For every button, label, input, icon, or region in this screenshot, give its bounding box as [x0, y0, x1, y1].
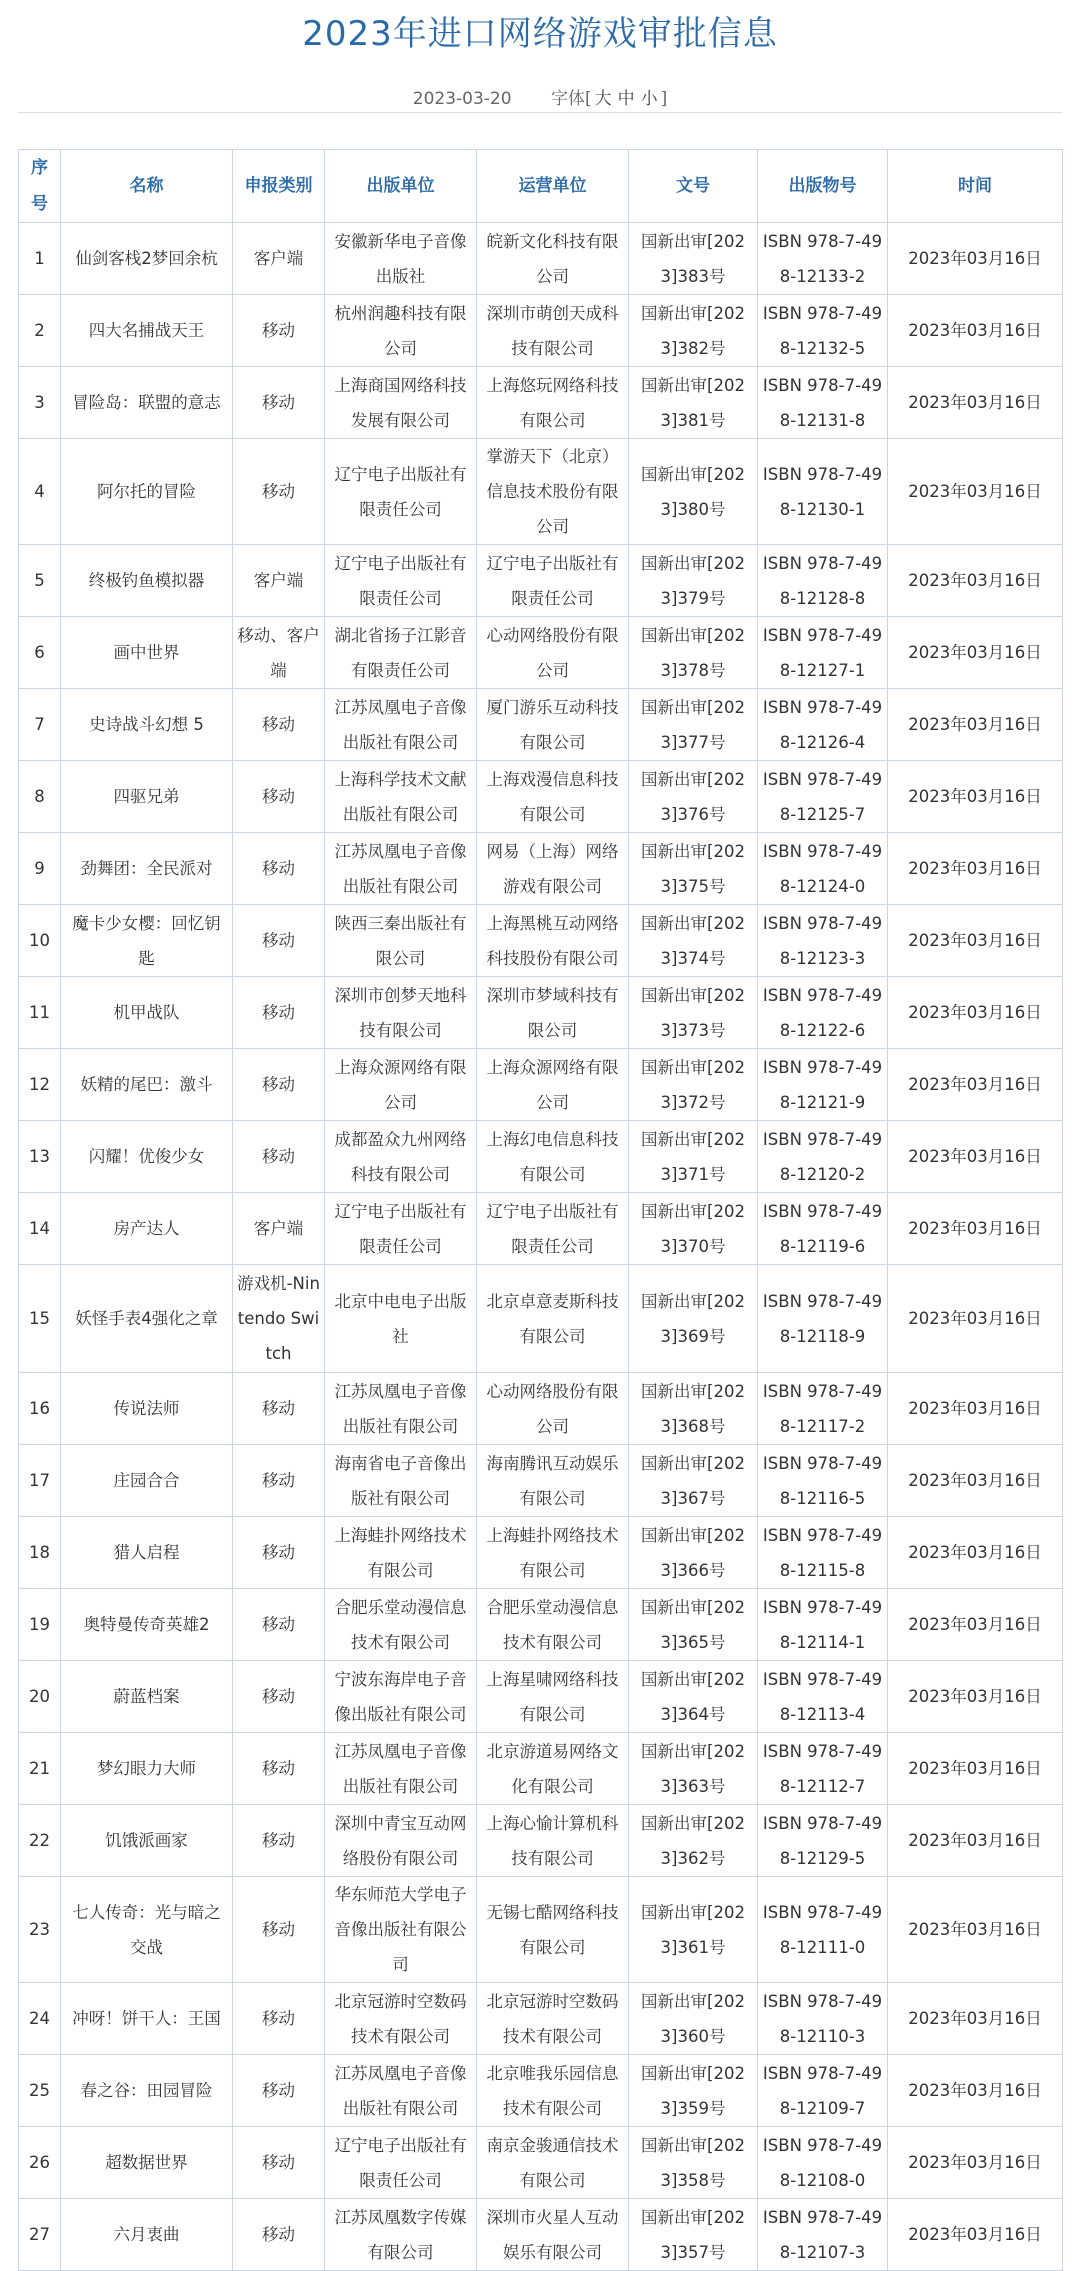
cell-publisher: 江苏凤凰电子音像出版社有限公司 [325, 2055, 477, 2127]
cell-publisher: 辽宁电子出版社有限责任公司 [325, 545, 477, 617]
table-row [19, 1445, 1063, 1517]
cell-approval-number: 国新出审[2023]372号 [629, 1049, 758, 1121]
cell-category: 移动 [233, 1661, 325, 1733]
cell-approval-number: 国新出审[2023]371号 [629, 1121, 758, 1193]
cell-operator: 皖新文化科技有限公司 [477, 223, 629, 295]
cell-date: 2023年03月16日 [888, 1517, 1063, 1589]
cell-index: 2 [19, 295, 61, 367]
font-size-large-button[interactable]: 大 [594, 89, 612, 109]
cell-operator: 网易（上海）网络游戏有限公司 [477, 833, 629, 905]
cell-publisher: 江苏凤凰电子音像出版社有限公司 [325, 833, 477, 905]
cell-publisher: 江苏凤凰电子音像出版社有限公司 [325, 1373, 477, 1445]
cell-publisher: 上海商国网络科技发展有限公司 [325, 367, 477, 439]
cell-index: 5 [19, 545, 61, 617]
cell-category: 移动 [233, 1589, 325, 1661]
cell-category: 移动 [233, 1983, 325, 2055]
cell-name: 史诗战斗幻想 5 [61, 689, 233, 761]
cell-name: 六月衷曲 [61, 2199, 233, 2271]
cell-publisher: 华东师范大学电子音像出版社有限公司 [325, 1877, 477, 1983]
cell-category: 移动 [233, 295, 325, 367]
cell-publisher: 北京冠游时空数码技术有限公司 [325, 1983, 477, 2055]
cell-publisher: 上海科学技术文献出版社有限公司 [325, 761, 477, 833]
cell-operator: 深圳市梦域科技有限公司 [477, 977, 629, 1049]
cell-approval-number: 国新出审[2023]373号 [629, 977, 758, 1049]
cell-publisher: 江苏凤凰电子音像出版社有限公司 [325, 689, 477, 761]
cell-isbn: ISBN 978-7-498-12118-9 [758, 1265, 888, 1373]
cell-isbn: ISBN 978-7-498-12127-1 [758, 617, 888, 689]
cell-publisher: 海南省电子音像出版社有限公司 [325, 1445, 477, 1517]
cell-isbn: ISBN 978-7-498-12107-3 [758, 2199, 888, 2271]
cell-date: 2023年03月16日 [888, 1661, 1063, 1733]
cell-operator: 上海蛙扑网络技术有限公司 [477, 1517, 629, 1589]
cell-approval-number: 国新出审[2023]362号 [629, 1805, 758, 1877]
cell-approval-number: 国新出审[2023]359号 [629, 2055, 758, 2127]
table-row [19, 2199, 1063, 2271]
cell-name: 传说法师 [61, 1373, 233, 1445]
cell-publisher: 宁波东海岸电子音像出版社有限公司 [325, 1661, 477, 1733]
article-meta [0, 84, 1080, 109]
cell-index: 4 [19, 439, 61, 545]
cell-approval-number: 国新出审[2023]378号 [629, 617, 758, 689]
table-body [19, 223, 1063, 2271]
cell-category: 移动 [233, 367, 325, 439]
cell-isbn: ISBN 978-7-498-12112-7 [758, 1733, 888, 1805]
cell-category: 移动 [233, 1805, 325, 1877]
font-size-bracket-open: [ [584, 89, 592, 109]
header-divider [18, 112, 1062, 113]
cell-isbn: ISBN 978-7-498-12110-3 [758, 1983, 888, 2055]
table-header-row [19, 150, 1063, 223]
cell-index: 14 [19, 1193, 61, 1265]
cell-name: 超数据世界 [61, 2127, 233, 2199]
cell-operator: 掌游天下（北京）信息技术股份有限公司 [477, 439, 629, 545]
cell-isbn: ISBN 978-7-498-12124-0 [758, 833, 888, 905]
cell-publisher: 江苏凤凰电子音像出版社有限公司 [325, 1733, 477, 1805]
cell-publisher: 辽宁电子出版社有限责任公司 [325, 439, 477, 545]
cell-isbn: ISBN 978-7-498-12108-0 [758, 2127, 888, 2199]
cell-name: 猎人启程 [61, 1517, 233, 1589]
cell-approval-number: 国新出审[2023]377号 [629, 689, 758, 761]
cell-date: 2023年03月16日 [888, 223, 1063, 295]
cell-category: 移动 [233, 905, 325, 977]
table-row [19, 2055, 1063, 2127]
cell-operator: 上海悠玩网络科技有限公司 [477, 367, 629, 439]
cell-isbn: ISBN 978-7-498-12131-8 [758, 367, 888, 439]
cell-approval-number: 国新出审[2023]365号 [629, 1589, 758, 1661]
header-isbn: 出版物号 [758, 150, 888, 223]
cell-index: 26 [19, 2127, 61, 2199]
header-index: 序号 [19, 150, 61, 223]
cell-index: 8 [19, 761, 61, 833]
cell-operator: 南京金骏通信技术有限公司 [477, 2127, 629, 2199]
table-row [19, 833, 1063, 905]
cell-publisher: 深圳市创梦天地科技有限公司 [325, 977, 477, 1049]
cell-index: 6 [19, 617, 61, 689]
cell-index: 23 [19, 1877, 61, 1983]
table-row [19, 223, 1063, 295]
table-row [19, 1983, 1063, 2055]
cell-approval-number: 国新出审[2023]366号 [629, 1517, 758, 1589]
cell-operator: 上海星啸网络科技有限公司 [477, 1661, 629, 1733]
table-row [19, 1049, 1063, 1121]
cell-index: 7 [19, 689, 61, 761]
cell-operator: 厦门游乐互动科技有限公司 [477, 689, 629, 761]
cell-name: 闪耀！优俊少女 [61, 1121, 233, 1193]
cell-name: 冲呀！饼干人：王国 [61, 1983, 233, 2055]
cell-category: 移动 [233, 1373, 325, 1445]
cell-date: 2023年03月16日 [888, 1193, 1063, 1265]
cell-operator: 北京唯我乐园信息技术有限公司 [477, 2055, 629, 2127]
cell-publisher: 湖北省扬子江影音有限责任公司 [325, 617, 477, 689]
table-row [19, 1121, 1063, 1193]
table-row [19, 1265, 1063, 1373]
table-row [19, 367, 1063, 439]
cell-approval-number: 国新出审[2023]379号 [629, 545, 758, 617]
cell-index: 11 [19, 977, 61, 1049]
cell-isbn: ISBN 978-7-498-12111-0 [758, 1877, 888, 1983]
cell-name: 仙剑客栈2梦回余杭 [61, 223, 233, 295]
cell-name: 四大名捕战天王 [61, 295, 233, 367]
cell-publisher: 辽宁电子出版社有限责任公司 [325, 1193, 477, 1265]
cell-index: 15 [19, 1265, 61, 1373]
page-title: 2023年进口网络游戏审批信息 [302, 14, 778, 54]
cell-date: 2023年03月16日 [888, 1445, 1063, 1517]
table-row [19, 977, 1063, 1049]
cell-isbn: ISBN 978-7-498-12117-2 [758, 1373, 888, 1445]
cell-index: 27 [19, 2199, 61, 2271]
cell-date: 2023年03月16日 [888, 977, 1063, 1049]
cell-isbn: ISBN 978-7-498-12126-4 [758, 689, 888, 761]
cell-date: 2023年03月16日 [888, 1983, 1063, 2055]
font-size-label: 字体 [550, 89, 585, 109]
cell-publisher: 上海蛙扑网络技术有限公司 [325, 1517, 477, 1589]
cell-category: 客户端 [233, 1193, 325, 1265]
cell-approval-number: 国新出审[2023]367号 [629, 1445, 758, 1517]
cell-approval-number: 国新出审[2023]383号 [629, 223, 758, 295]
cell-name: 机甲战队 [61, 977, 233, 1049]
table-row [19, 1517, 1063, 1589]
cell-operator: 上海众源网络有限公司 [477, 1049, 629, 1121]
cell-category: 移动 [233, 1733, 325, 1805]
cell-name: 奥特曼传奇英雄2 [61, 1589, 233, 1661]
table-row [19, 1193, 1063, 1265]
cell-approval-number: 国新出审[2023]369号 [629, 1265, 758, 1373]
cell-name: 终极钓鱼模拟器 [61, 545, 233, 617]
cell-index: 24 [19, 1983, 61, 2055]
cell-date: 2023年03月16日 [888, 761, 1063, 833]
cell-operator: 无锡七酷网络科技有限公司 [477, 1877, 629, 1983]
cell-category: 移动 [233, 1121, 325, 1193]
cell-isbn: ISBN 978-7-498-12129-5 [758, 1805, 888, 1877]
header-approval-number: 文号 [629, 150, 758, 223]
cell-category: 移动 [233, 1445, 325, 1517]
cell-category: 移动 [233, 1877, 325, 1983]
cell-operator: 北京卓意麦斯科技有限公司 [477, 1265, 629, 1373]
cell-date: 2023年03月16日 [888, 2055, 1063, 2127]
cell-name: 庄园合合 [61, 1445, 233, 1517]
cell-date: 2023年03月16日 [888, 545, 1063, 617]
cell-approval-number: 国新出审[2023]374号 [629, 905, 758, 977]
cell-category: 客户端 [233, 223, 325, 295]
cell-date: 2023年03月16日 [888, 1373, 1063, 1445]
cell-category: 移动 [233, 689, 325, 761]
cell-category: 移动 [233, 2055, 325, 2127]
font-size-bracket-close: ] [660, 89, 668, 109]
cell-operator: 心动网络股份有限公司 [477, 617, 629, 689]
cell-category: 移动 [233, 833, 325, 905]
cell-category: 移动 [233, 977, 325, 1049]
cell-publisher: 杭州润趣科技有限公司 [325, 295, 477, 367]
cell-name: 妖精的尾巴：激斗 [61, 1049, 233, 1121]
cell-category: 移动 [233, 1049, 325, 1121]
cell-approval-number: 国新出审[2023]357号 [629, 2199, 758, 2271]
cell-isbn: ISBN 978-7-498-12128-8 [758, 545, 888, 617]
cell-operator: 上海戏漫信息科技有限公司 [477, 761, 629, 833]
table-row [19, 1661, 1063, 1733]
table-row [19, 1877, 1063, 1983]
cell-name: 蔚蓝档案 [61, 1661, 233, 1733]
cell-name: 梦幻眼力大师 [61, 1733, 233, 1805]
cell-approval-number: 国新出审[2023]358号 [629, 2127, 758, 2199]
cell-isbn: ISBN 978-7-498-12114-1 [758, 1589, 888, 1661]
cell-isbn: ISBN 978-7-498-12121-9 [758, 1049, 888, 1121]
cell-name: 饥饿派画家 [61, 1805, 233, 1877]
table-row [19, 617, 1063, 689]
header-category: 申报类别 [233, 150, 325, 223]
cell-isbn: ISBN 978-7-498-12109-7 [758, 2055, 888, 2127]
approval-table [18, 149, 1063, 2271]
cell-index: 21 [19, 1733, 61, 1805]
cell-date: 2023年03月16日 [888, 367, 1063, 439]
cell-date: 2023年03月16日 [888, 1121, 1063, 1193]
cell-name: 七人传奇：光与暗之交战 [61, 1877, 233, 1983]
cell-operator: 深圳市火星人互动娱乐有限公司 [477, 2199, 629, 2271]
cell-isbn: ISBN 978-7-498-12120-2 [758, 1121, 888, 1193]
cell-category: 移动、客户端 [233, 617, 325, 689]
cell-index: 3 [19, 367, 61, 439]
cell-index: 18 [19, 1517, 61, 1589]
cell-category: 游戏机-Nintendo Switch [233, 1265, 325, 1373]
cell-operator: 辽宁电子出版社有限责任公司 [477, 545, 629, 617]
header-operator: 运营单位 [477, 150, 629, 223]
cell-date: 2023年03月16日 [888, 295, 1063, 367]
table-row [19, 905, 1063, 977]
cell-publisher: 陕西三秦出版社有限公司 [325, 905, 477, 977]
publish-date: 2023-03-20 [412, 89, 512, 109]
cell-date: 2023年03月16日 [888, 1805, 1063, 1877]
cell-name: 冒险岛：联盟的意志 [61, 367, 233, 439]
cell-isbn: ISBN 978-7-498-12116-5 [758, 1445, 888, 1517]
cell-index: 17 [19, 1445, 61, 1517]
cell-operator: 心动网络股份有限公司 [477, 1373, 629, 1445]
cell-name: 劲舞团：全民派对 [61, 833, 233, 905]
cell-approval-number: 国新出审[2023]376号 [629, 761, 758, 833]
cell-isbn: ISBN 978-7-498-12122-6 [758, 977, 888, 1049]
cell-category: 移动 [233, 1517, 325, 1589]
cell-index: 1 [19, 223, 61, 295]
cell-publisher: 深圳中青宝互动网络股份有限公司 [325, 1805, 477, 1877]
cell-index: 25 [19, 2055, 61, 2127]
cell-isbn: ISBN 978-7-498-12115-8 [758, 1517, 888, 1589]
cell-date: 2023年03月16日 [888, 2127, 1063, 2199]
cell-operator: 上海幻电信息科技有限公司 [477, 1121, 629, 1193]
table-row [19, 1373, 1063, 1445]
cell-category: 移动 [233, 761, 325, 833]
cell-isbn: ISBN 978-7-498-12123-3 [758, 905, 888, 977]
cell-publisher: 安徽新华电子音像出版社 [325, 223, 477, 295]
cell-index: 10 [19, 905, 61, 977]
cell-index: 19 [19, 1589, 61, 1661]
cell-date: 2023年03月16日 [888, 1733, 1063, 1805]
cell-index: 9 [19, 833, 61, 905]
cell-approval-number: 国新出审[2023]364号 [629, 1661, 758, 1733]
cell-date: 2023年03月16日 [888, 1589, 1063, 1661]
cell-isbn: ISBN 978-7-498-12119-6 [758, 1193, 888, 1265]
table-row [19, 1733, 1063, 1805]
cell-date: 2023年03月16日 [888, 617, 1063, 689]
cell-date: 2023年03月16日 [888, 1877, 1063, 1983]
table-row [19, 545, 1063, 617]
cell-name: 魔卡少女樱：回忆钥匙 [61, 905, 233, 977]
cell-isbn: ISBN 978-7-498-12113-4 [758, 1661, 888, 1733]
cell-category: 移动 [233, 2127, 325, 2199]
cell-date: 2023年03月16日 [888, 1265, 1063, 1373]
cell-name: 阿尔托的冒险 [61, 439, 233, 545]
cell-isbn: ISBN 978-7-498-12130-1 [758, 439, 888, 545]
table-row [19, 1805, 1063, 1877]
cell-approval-number: 国新出审[2023]368号 [629, 1373, 758, 1445]
cell-index: 20 [19, 1661, 61, 1733]
cell-name: 画中世界 [61, 617, 233, 689]
cell-operator: 北京冠游时空数码技术有限公司 [477, 1983, 629, 2055]
table-row [19, 761, 1063, 833]
cell-operator: 深圳市萌创天成科技有限公司 [477, 295, 629, 367]
table-row [19, 439, 1063, 545]
cell-operator: 辽宁电子出版社有限责任公司 [477, 1193, 629, 1265]
cell-operator: 海南腾讯互动娱乐有限公司 [477, 1445, 629, 1517]
cell-approval-number: 国新出审[2023]380号 [629, 439, 758, 545]
cell-date: 2023年03月16日 [888, 439, 1063, 545]
cell-approval-number: 国新出审[2023]375号 [629, 833, 758, 905]
table-row [19, 2127, 1063, 2199]
cell-name: 春之谷：田园冒险 [61, 2055, 233, 2127]
cell-index: 16 [19, 1373, 61, 1445]
cell-approval-number: 国新出审[2023]363号 [629, 1733, 758, 1805]
cell-date: 2023年03月16日 [888, 1049, 1063, 1121]
table-row [19, 689, 1063, 761]
cell-operator: 上海黑桃互动网络科技股份有限公司 [477, 905, 629, 977]
header-date: 时间 [888, 150, 1063, 223]
cell-index: 13 [19, 1121, 61, 1193]
cell-date: 2023年03月16日 [888, 689, 1063, 761]
cell-publisher: 江苏凤凰数字传媒有限公司 [325, 2199, 477, 2271]
cell-publisher: 北京中电电子出版社 [325, 1265, 477, 1373]
font-size-small-button[interactable]: 小 [640, 89, 658, 109]
cell-category: 移动 [233, 439, 325, 545]
cell-publisher: 上海众源网络有限公司 [325, 1049, 477, 1121]
cell-index: 12 [19, 1049, 61, 1121]
cell-name: 房产达人 [61, 1193, 233, 1265]
cell-approval-number: 国新出审[2023]381号 [629, 367, 758, 439]
cell-date: 2023年03月16日 [888, 2199, 1063, 2271]
cell-date: 2023年03月16日 [888, 833, 1063, 905]
cell-publisher: 辽宁电子出版社有限责任公司 [325, 2127, 477, 2199]
cell-approval-number: 国新出审[2023]382号 [629, 295, 758, 367]
cell-approval-number: 国新出审[2023]370号 [629, 1193, 758, 1265]
font-size-medium-button[interactable]: 中 [617, 89, 635, 109]
cell-operator: 合肥乐堂动漫信息技术有限公司 [477, 1589, 629, 1661]
cell-isbn: ISBN 978-7-498-12125-7 [758, 761, 888, 833]
header-name: 名称 [61, 150, 233, 223]
cell-isbn: ISBN 978-7-498-12132-5 [758, 295, 888, 367]
cell-approval-number: 国新出审[2023]360号 [629, 1983, 758, 2055]
table-row [19, 295, 1063, 367]
cell-index: 22 [19, 1805, 61, 1877]
cell-name: 妖怪手表4强化之章 [61, 1265, 233, 1373]
cell-publisher: 成都盈众九州网络科技有限公司 [325, 1121, 477, 1193]
cell-category: 客户端 [233, 545, 325, 617]
cell-operator: 上海心愉计算机科技有限公司 [477, 1805, 629, 1877]
cell-category: 移动 [233, 2199, 325, 2271]
cell-publisher: 合肥乐堂动漫信息技术有限公司 [325, 1589, 477, 1661]
cell-approval-number: 国新出审[2023]361号 [629, 1877, 758, 1983]
cell-date: 2023年03月16日 [888, 905, 1063, 977]
header-publisher: 出版单位 [325, 150, 477, 223]
cell-isbn: ISBN 978-7-498-12133-2 [758, 223, 888, 295]
cell-name: 四驱兄弟 [61, 761, 233, 833]
cell-operator: 北京游道易网络文化有限公司 [477, 1733, 629, 1805]
table-row [19, 1589, 1063, 1661]
